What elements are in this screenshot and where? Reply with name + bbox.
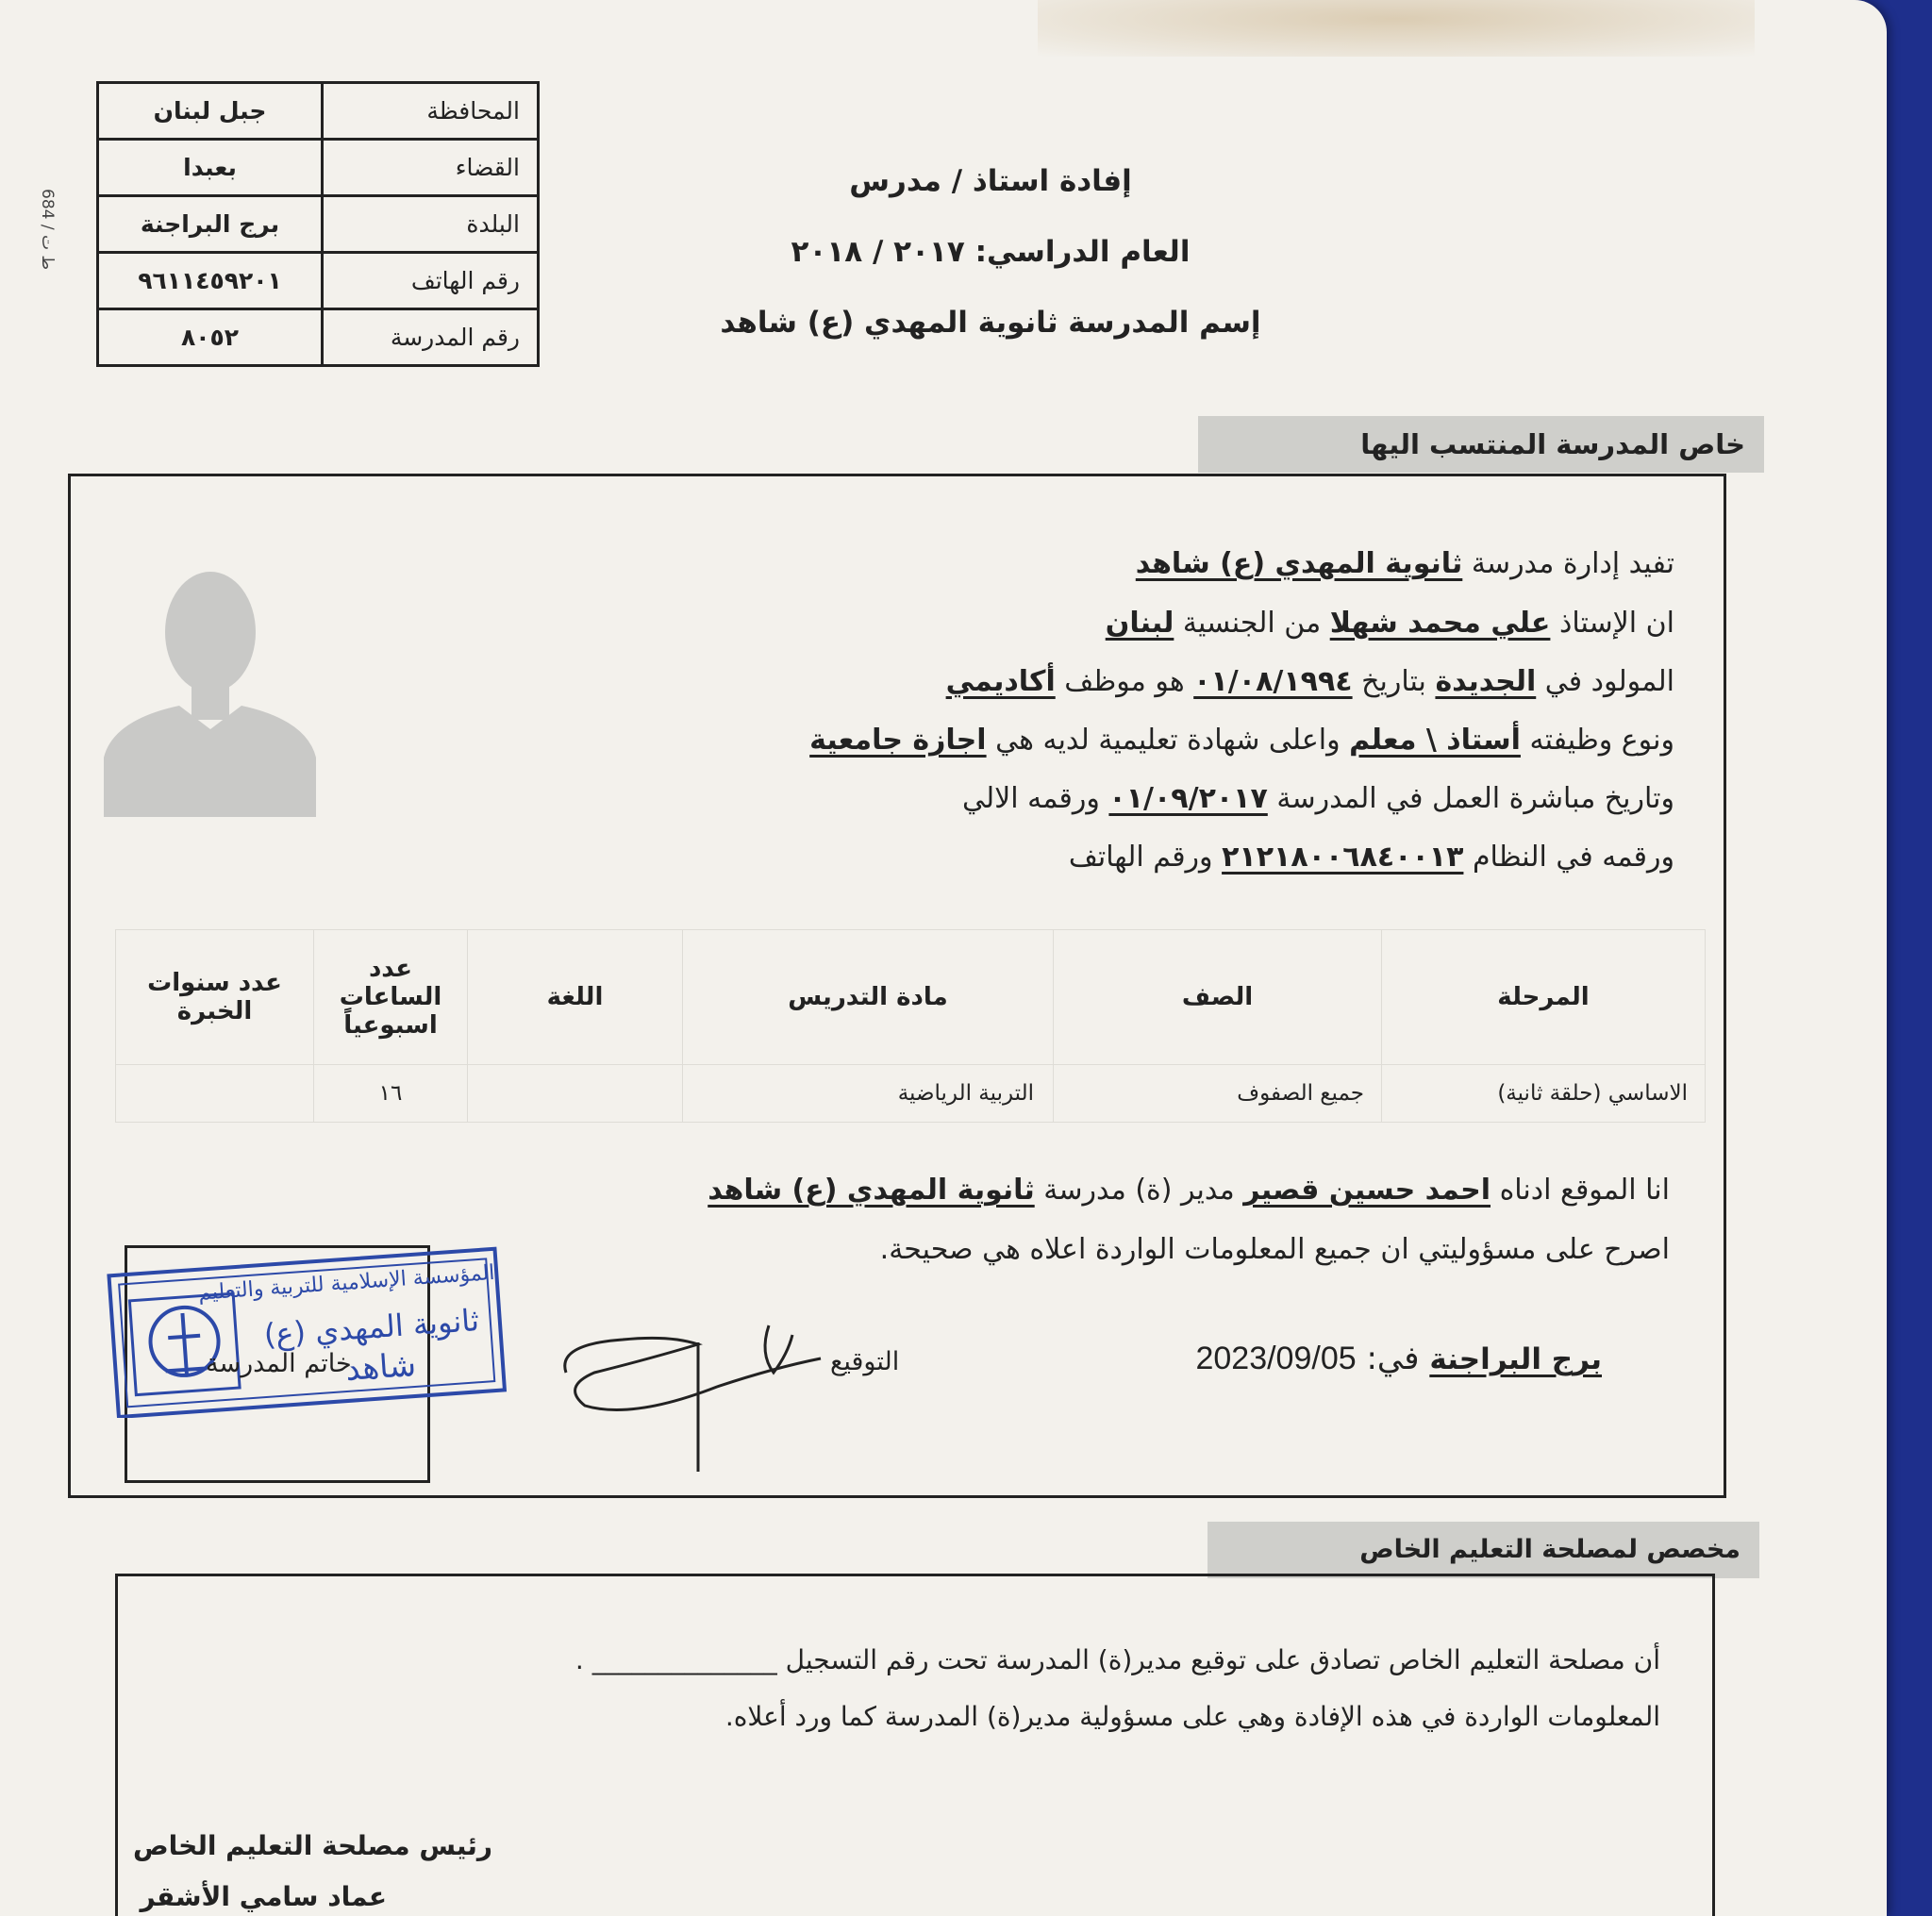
table-cell (468, 1065, 683, 1123)
column-header: الصف (1054, 930, 1382, 1065)
school-name: ثانوية المهدي (ع) شاهد (1135, 547, 1463, 580)
school-name: ثانوية المهدي (ع) شاهد (708, 1174, 1035, 1207)
stamp-branch: شاهد (344, 1345, 418, 1390)
row-value: برج البراجنة (98, 196, 323, 253)
text: وتاريخ مباشرة العمل في المدرسة (1276, 782, 1674, 815)
text: ورقم الهاتف (1068, 841, 1213, 874)
text: ان الإستاذ (1558, 607, 1674, 640)
table-row (116, 1065, 1706, 1123)
text: واعلى شهادة تعليمية لديه هي (995, 724, 1341, 757)
table-cell: ١٦ (314, 1065, 468, 1123)
table-cell: جميع الصفوف (1054, 1065, 1382, 1123)
director-name: احمد حسين قصير (1243, 1174, 1491, 1207)
stamp-school: ثانوية المهدي (ع) (262, 1302, 481, 1353)
statement-line-4 (809, 711, 1674, 770)
teaching-table (115, 929, 1706, 1123)
signer-title: رئيس مصلحة التعليم الخاص (132, 1830, 492, 1861)
person-placeholder-icon (104, 564, 316, 817)
table-cell: التربية الرياضية (683, 1065, 1054, 1123)
statement-line-3 (946, 653, 1674, 711)
row-value: بعبدا (98, 140, 323, 196)
school-stamp-icon (102, 1243, 508, 1418)
system-number: ٢١٢١٨٠٠٦٨٤٠٠١٣ (1222, 841, 1464, 874)
document-title (698, 146, 1283, 358)
statement-line-1 (1136, 535, 1674, 593)
text: ورقمه في النظام (1472, 841, 1674, 874)
column-header: مادة التدريس (683, 930, 1054, 1065)
text: هو موظف (1064, 665, 1185, 698)
table-row (98, 196, 539, 253)
table-row (98, 253, 539, 309)
birthdate: ٠١/٠٨/١٩٩٤ (1193, 665, 1353, 698)
table-cell: الاساسي (حلقة ثانية) (1382, 1065, 1706, 1123)
birthplace: الجديدة (1435, 665, 1537, 698)
nationality: لبنان (1105, 607, 1174, 640)
signature-label: التوقيع (830, 1347, 900, 1376)
column-header: عدد الساعات اسبوعياً (314, 930, 468, 1065)
page-shadow (1038, 0, 1755, 57)
table-row (98, 309, 539, 366)
column-header: المرحلة (1382, 930, 1706, 1065)
stamp-org: المؤسسة الإسلامية للتربية والتعليم (197, 1260, 496, 1306)
declaration-line-1 (708, 1160, 1670, 1221)
text: ورقمه الالي (961, 782, 1100, 815)
table-row (98, 83, 539, 140)
table-cell (116, 1065, 314, 1123)
degree: اجازة جامعية (809, 724, 987, 757)
school-info-table (96, 81, 540, 367)
start-date: ٠١/٠٩/٢٠١٧ (1108, 782, 1268, 815)
text: انا الموقع ادناه (1499, 1174, 1670, 1207)
table-header-row (116, 930, 1706, 1065)
text: تفيد إدارة مدرسة (1471, 547, 1674, 580)
statement-line-6 (1069, 828, 1674, 887)
column-header: عدد سنوات الخبرة (116, 930, 314, 1065)
title-line-1: إفادة استاذ / مدرس (849, 164, 1132, 198)
table-row (98, 140, 539, 196)
row-label: رقم الهاتف (323, 253, 539, 309)
certification-line-2: المعلومات الواردة في هذه الإفادة وهي على مسؤولية مدير(ة) المدرسة كما ورد أعلاه. (724, 1701, 1660, 1732)
certification-line-1: أن مصلحة التعليم الخاص تصادق على توقيع مدير(ة) المدرسة تحت رقم التسجيل ______________ . (575, 1644, 1660, 1675)
declaration-line-2: اصرح على مسؤوليتي ان جميع المعلومات الواردة اعلاه هي صحيحة. (879, 1233, 1670, 1266)
row-label: رقم المدرسة (323, 309, 539, 366)
section-header-private-education: مخصص لمصلحة التعليم الخاص (1208, 1522, 1759, 1578)
row-label: المحافظة (323, 83, 539, 140)
place-date (1195, 1340, 1602, 1377)
date: 2023/09/05 (1195, 1341, 1357, 1376)
statement-line-5 (962, 770, 1674, 828)
text: في: (1366, 1340, 1420, 1377)
row-value: جبل لبنان (98, 83, 323, 140)
column-header: اللغة (468, 930, 683, 1065)
place: برج البراجنة (1429, 1342, 1602, 1376)
title-line-3: إسم المدرسة ثانوية المهدي (ع) شاهد (720, 306, 1261, 340)
statement-line-2 (1106, 594, 1674, 653)
row-value: ٨٠٥٢ (98, 309, 323, 366)
side-reference-code: 684 / ط ت (38, 189, 57, 271)
row-label: القضاء (323, 140, 539, 196)
text: من الجنسية (1182, 607, 1322, 640)
section-header-school: خاص المدرسة المنتسب اليها (1198, 416, 1764, 473)
teacher-name: علي محمد شهلا (1329, 607, 1551, 640)
stamp-label: خاتم المدرسة (206, 1349, 352, 1378)
title-line-2: العام الدراسي: ٢٠١٧ / ٢٠١٨ (791, 235, 1191, 269)
text: ونوع وظيفته (1529, 724, 1674, 757)
employee-type: أكاديمي (945, 665, 1056, 698)
text: المولود في (1544, 665, 1674, 698)
text: بتاريخ (1361, 665, 1426, 698)
text: مدير (ة) مدرسة (1043, 1174, 1235, 1207)
signature-icon (557, 1316, 840, 1476)
row-label: البلدة (323, 196, 539, 253)
signer-name: عماد سامي الأشقر (140, 1881, 387, 1912)
row-value: ٩٦١١٤٥٩٢٠١ (98, 253, 323, 309)
job-type: أستاذ \ معلم (1349, 724, 1521, 757)
